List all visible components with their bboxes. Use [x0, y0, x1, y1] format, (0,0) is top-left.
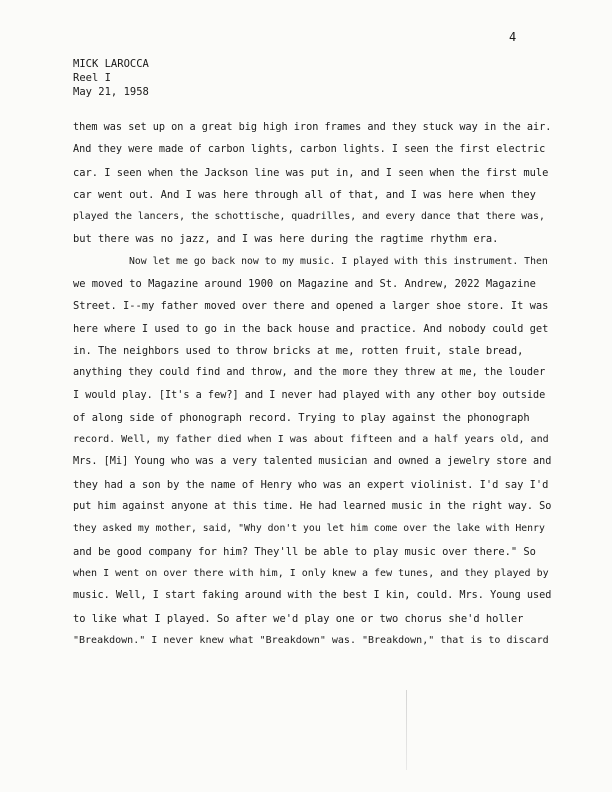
text-line: record. Well, my father died when I was about fifteen and a half years old, and — [73, 434, 549, 446]
text-line: and be good company for him? They'll be able to play music over there." So — [73, 545, 536, 558]
document-header — [73, 57, 149, 99]
text-line: "Breakdown." I never knew what "Breakdown" was. "Breakdown," that is to discard — [73, 634, 549, 646]
text-line: we moved to Magazine around 1900 on Magazine and St. Andrew, 2022 Magazine — [73, 278, 536, 291]
text-line: put him against anyone at this time. He had learned music in the right way. So — [73, 501, 552, 513]
text-line: played the lancers, the schottische, quadrilles, and every dance that there was, — [73, 211, 545, 223]
interviewee-name: MICK LAROCCA — [73, 58, 149, 70]
scan-mark — [406, 690, 407, 770]
text-line: here where I used to go in the back house and practice. And nobody could get — [73, 322, 549, 335]
text-line: to like what I played. So after we'd play one or two chorus she'd holler — [73, 612, 524, 625]
text-line: anything they could find and throw, and the more they threw at me, the louder — [73, 367, 546, 379]
text-line: of along side of phonograph record. Trying to play against the phonograph — [73, 411, 530, 424]
text-line: in. The neighbors used to throw bricks at me, rotten fruit, stale bread, — [73, 344, 524, 357]
text-line: but there was no jazz, and I was here during the ragtime rhythm era. — [73, 233, 499, 246]
paragraph-start-line: Now let me go back now to my music. I played with this instrument. Then — [129, 255, 548, 267]
text-line: Mrs. [Mi] Young who was a very talented musician and owned a jewelry store and — [73, 456, 552, 468]
transcript-body — [73, 117, 553, 652]
reel-label: Reel I — [73, 72, 111, 84]
text-line: them was set up on a great big high iron frames and they stuck way in the air. — [73, 122, 552, 133]
text-line: they had a son by the name of Henry who was an expert violinist. I'd say I'd — [73, 478, 549, 491]
text-line: music. Well, I start faking around with the best I kin, could. Mrs. Young used — [73, 590, 552, 602]
text-line: car. I seen when the Jackson line was put in, and I seen when the first mule — [73, 166, 549, 179]
interview-date: May 21, 1958 — [73, 86, 149, 98]
text-line: I would play. [It's a few?] and I never had played with any other boy outside — [73, 389, 546, 401]
text-line: Street. I--my father moved over there and opened a larger shoe store. It was — [73, 300, 549, 313]
text-line: And they were made of carbon lights, carbon lights. I seen the first electric — [73, 144, 546, 156]
text-line: they asked my mother, said, "Why don't you let him come over the lake with Henry — [73, 523, 545, 535]
page-number: 4 — [509, 30, 517, 44]
text-line: car went out. And I was here through all of that, and I was here when they — [73, 188, 536, 201]
text-line: when I went on over there with him, I only knew a few tunes, and they played by — [73, 567, 549, 579]
